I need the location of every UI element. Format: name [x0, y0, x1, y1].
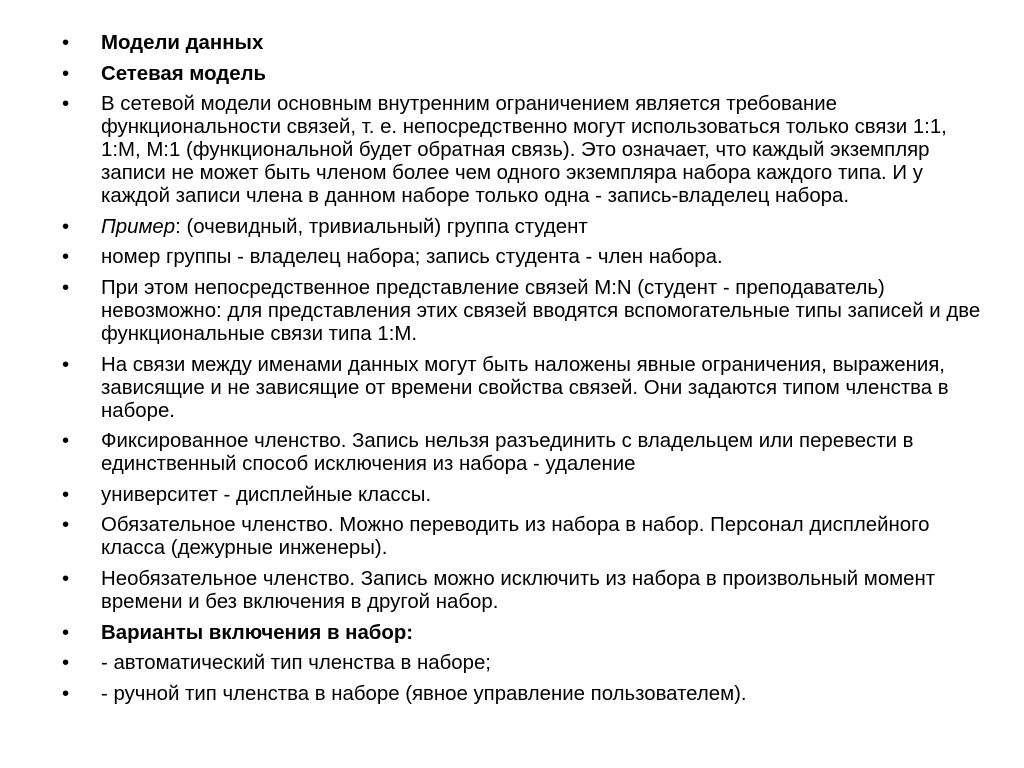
bullet-item-example: [62, 216, 982, 239]
bullet-text: Необязательное членство. Запись можно исключить из набора в произвольный момент времени и без включения в другой набор.: [101, 567, 936, 613]
bullet-item-manual: [62, 683, 982, 706]
bullet-icon: •: [62, 514, 70, 537]
bullet-item-mandatory-membership: [62, 514, 982, 560]
bullet-item-network-model: [62, 63, 982, 86]
bullet-icon: •: [62, 621, 70, 644]
bullet-icon: •: [62, 353, 70, 376]
bullet-icon: •: [62, 682, 70, 705]
bullet-text: Обязательное членство. Можно переводить из набора в набор. Персонал дисплейного класса (дежурные инженеры).: [101, 514, 930, 560]
bullet-text: Модели данных: [101, 32, 264, 54]
bullet-text: номер группы - владелец набора; запись студента - член набора.: [101, 246, 723, 269]
bullet-icon: •: [62, 430, 70, 453]
bullet-list: [62, 32, 982, 713]
bullet-icon: •: [62, 652, 70, 675]
bullet-text: университет - дисплейные классы.: [101, 483, 432, 506]
bullet-icon: •: [62, 483, 70, 506]
bullet-item-inclusion-variants: [62, 622, 982, 645]
bullet-item-optional-membership: [62, 568, 982, 614]
bullet-icon: •: [62, 276, 70, 299]
bullet-item-fixed-membership: [62, 430, 982, 476]
bullet-icon: •: [62, 32, 70, 54]
bullet-icon: •: [62, 246, 70, 269]
bullet-item-group-owner: [62, 246, 982, 269]
bullet-text-lead: Пример: [101, 215, 176, 238]
bullet-text: : (очевидный, тривиальный) группа студент: [175, 215, 588, 238]
bullet-text: В сетевой модели основным внутренним ограничением является требование функциональности связей, т. е. непосредственно могут использоваться только связи 1:1, 1:M, M:1 (функциональной будет обратная связь). Это означает, что каждый экземпляр записи не может быть членом более чем одного экземпляра набора каждого типа. И у каждой записи члена в данном наборе только одна - запись-владелец набора.: [101, 93, 947, 208]
bullet-text: - автоматический тип членства в наборе;: [101, 652, 491, 675]
bullet-item-data-models: [62, 32, 982, 55]
bullet-item-constraint: [62, 93, 982, 208]
bullet-text: Варианты включения в набор:: [101, 621, 414, 644]
bullet-icon: •: [62, 93, 70, 116]
bullet-text: Сетевая модель: [101, 62, 267, 85]
bullet-icon: •: [62, 215, 70, 238]
bullet-text: - ручной тип членства в наборе (явное управление пользователем).: [101, 682, 747, 705]
bullet-item-mn-relations: [62, 277, 982, 346]
bullet-text: На связи между именами данных могут быть наложены явные ограничения, выражения, зависящие и не зависящие от времени свойства связей. Они задаются типом членства в наборе.: [101, 353, 949, 422]
bullet-icon: •: [62, 567, 70, 590]
bullet-item-explicit-constraints: [62, 354, 982, 423]
bullet-item-university: [62, 484, 982, 507]
bullet-icon: •: [62, 62, 70, 85]
bullet-text: При этом непосредственное представление связей M:N (студент - преподаватель) невозможно: для представления этих связей вводятся вспомогательные типы записей и две функциональные связи типа 1:M.: [101, 276, 981, 345]
bullet-text: Фиксированное членство. Запись нельзя разъединить с владельцем или перевести в единственный способ исключения из набора - удаление: [101, 430, 914, 476]
bullet-item-automatic: [62, 652, 982, 675]
